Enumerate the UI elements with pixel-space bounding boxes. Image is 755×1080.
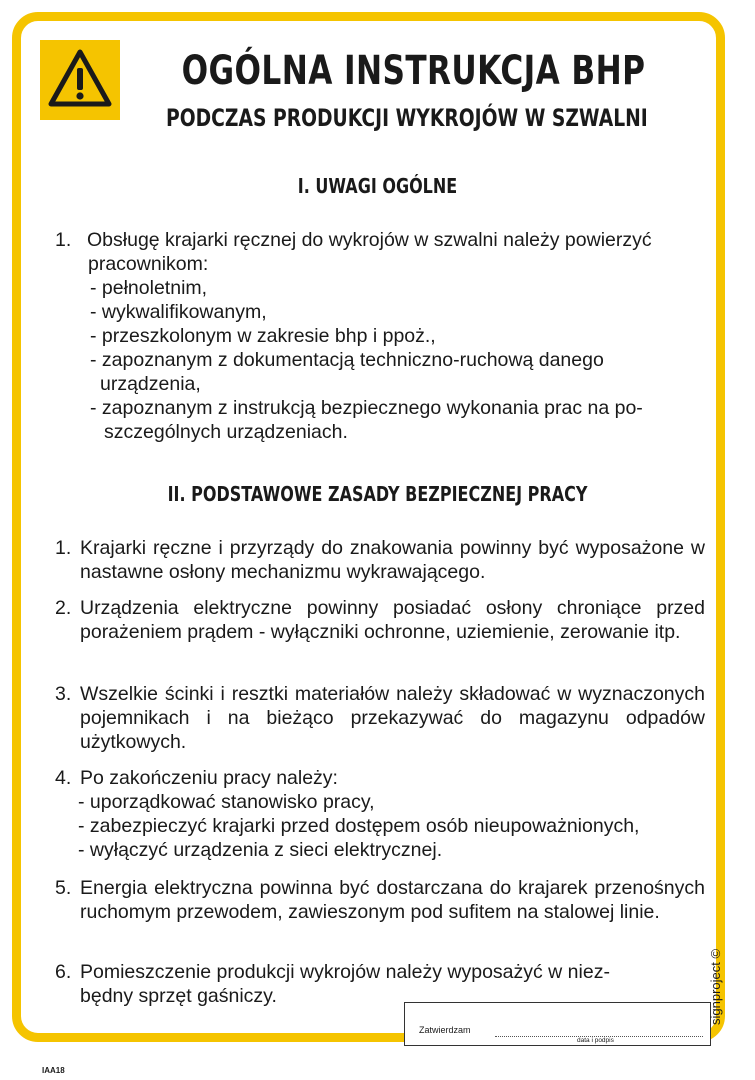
s2-item3-text: Wszelkie ścinki i resztki materiałów należy składować w wyznaczonych pojemnikach i na bieżąco przekazywać do magazynu odpadów użytkowych. (80, 683, 705, 753)
s2-item2-number: 2. (55, 597, 72, 619)
s2-item5-text: Energia elektryczna powinna być dostarczana do krajarek przenośnych ruchomym przewodem, zawieszonym pod sufitem na stalowej linie. (80, 877, 705, 923)
s2-item4-intro: Po zakończeniu pracy należy: (80, 767, 338, 789)
s2-item3-number: 3. (55, 683, 72, 705)
s2-item1-text: Krajarki ręczne i przyrządy do znakowania powinny być wyposażone w nastawne osłony mechanizmu wykrawającego. (80, 537, 705, 583)
s1-bullet-5-cont: szczególnych urządzeniach. (104, 421, 348, 443)
signature-label: Zatwierdzam (419, 1025, 471, 1035)
s1-item1-intro: Obsługę krajarki ręcznej do wykrojów w szwalni należy powierzyć (87, 229, 652, 251)
s2-item1-number: 1. (55, 537, 72, 559)
signature-sublabel: data i podpis (577, 1037, 614, 1044)
warning-box (40, 40, 120, 120)
s2-item5-number: 5. (55, 877, 72, 899)
s1-bullet-4-cont: urządzenia, (100, 373, 201, 395)
s2-item2-text: Urządzenia elektryczne powinny posiadać osłony chroniące przed porażeniem prądem - wyłączniki ochronne, uziemienie, zerowanie itp. (80, 597, 705, 643)
section2-heading: II. PODSTAWOWE ZASADY BEZPIECZNEJ PRACY (167, 482, 588, 506)
s2-item6-number: 6. (55, 961, 72, 983)
s2-item6-text-cont: będny sprzęt gaśniczy. (80, 985, 277, 1007)
product-code: IAA18 (42, 1066, 65, 1075)
page-subtitle: PODCZAS PRODUKCJI WYKROJÓW W SZWALNI (166, 104, 648, 132)
s1-bullet-1: - pełnoletnim, (90, 277, 208, 299)
s1-bullet-5: - zapoznanym z instrukcją bezpiecznego wykonania prac na po- (90, 397, 643, 419)
s2-item4-bullet-2: - zabezpieczyć krajarki przed dostępem osób nieupoważnionych, (78, 815, 640, 837)
s2-item4-bullet-1: - uporządkować stanowisko pracy, (78, 791, 375, 813)
section1-heading: I. UWAGI OGÓLNE (297, 174, 458, 198)
s2-item6-text: Pomieszczenie produkcji wykrojów należy wyposażyć w niez- (80, 961, 610, 983)
warning-triangle-icon (48, 48, 112, 110)
s1-bullet-3: - przeszkolonym w zakresie bhp i ppoż., (90, 325, 436, 347)
s2-item4-bullet-3: - wyłączyć urządzenia z sieci elektrycznej. (78, 839, 443, 861)
s1-item1-number: 1. (55, 229, 72, 251)
s1-bullet-4: - zapoznanym z dokumentacją techniczno-ruchową danego (90, 349, 604, 371)
page-title: OGÓLNA INSTRUKCJA BHP (181, 48, 646, 94)
signature-box (404, 1002, 711, 1046)
s2-item4-number: 4. (55, 767, 72, 789)
brand-label: signproject © (708, 948, 723, 1025)
s1-item1-intro-cont: pracownikom: (88, 253, 209, 275)
s1-bullet-2: - wykwalifikowanym, (90, 301, 267, 323)
